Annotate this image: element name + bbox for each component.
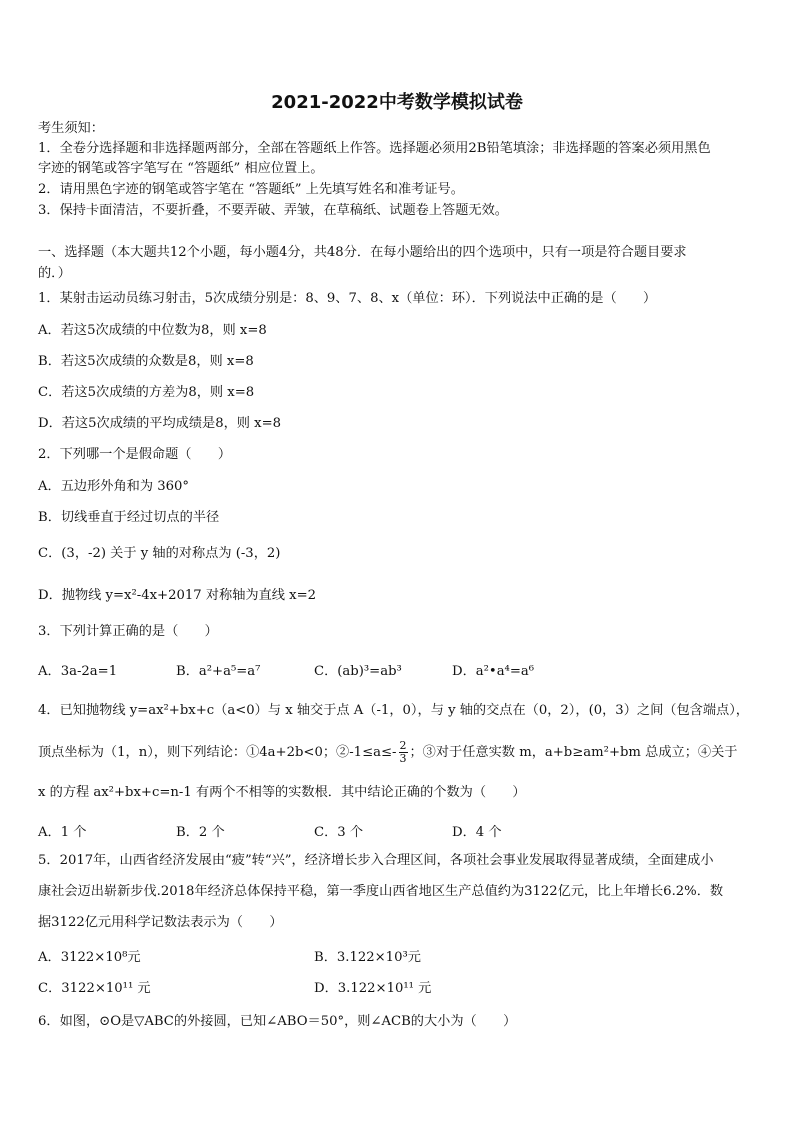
- question-4-option-d: D．4 个: [452, 825, 502, 840]
- question-5-option-c: C．3122×10¹¹ 元: [38, 981, 151, 996]
- question-2-option-a: A．五边形外角和为 360°: [38, 479, 189, 494]
- section-heading-line-2: 的．）: [38, 266, 71, 281]
- fraction-numerator: 2: [399, 739, 407, 752]
- question-1-option-b: B．若这5次成绩的众数是8，则 x=8: [38, 354, 254, 369]
- question-2-option-b: B．切线垂直于经过切点的半径: [38, 510, 220, 525]
- question-5-line-2: 康社会迈出崭新步伐.2018年经济总体保持平稳，第一季度山西省地区生产总值约为3122亿元，比上年增长6.2%．数: [38, 884, 724, 899]
- question-2-option-d: D．抛物线 y=x²-4x+2017 对称轴为直线 x=2: [38, 588, 317, 603]
- question-4-option-c: C．3 个: [314, 825, 364, 840]
- notice-item-1a: 1．全卷分选择题和非选择题两部分，全部在答题纸上作答。选择题必须用2B铅笔填涂；非选择题的答案必须用黑色: [38, 141, 711, 156]
- question-3-option-b: B．a²+a⁵=a⁷: [176, 664, 261, 679]
- question-1-stem: 1．某射击运动员练习射击，5次成绩分别是：8、9、7、8、x（单位：环）．下列说法中正确的是（ ）: [38, 291, 657, 306]
- question-4-line-1: 4．已知抛物线 y=ax²+bx+c（a<0）与 x 轴交于点 A（-1，0），与 y 轴的交点在（0，2），(0，3）之间（包含端点），: [38, 703, 749, 718]
- fraction-two-thirds: [399, 740, 408, 765]
- question-2-stem: 2．下列哪一个是假命题（ ）: [38, 447, 232, 462]
- question-4-option-a: A．1 个: [38, 825, 87, 840]
- question-5-line-1: 5．2017年，山西省经济发展由“疲”转“兴”，经济增长步入合理区间，各项社会事业发展取得显著成绩，全面建成小: [38, 853, 714, 868]
- question-3-option-d: D．a²•a⁴=a⁶: [452, 664, 535, 679]
- notice-item-3: 3．保持卡面清洁，不要折叠，不要弄破、弄皱，在草稿纸、试题卷上答题无效。: [38, 203, 508, 218]
- question-3-stem: 3．下列计算正确的是（ ）: [38, 624, 218, 639]
- question-5-option-b: B．3.122×10³元: [314, 950, 421, 965]
- fraction-denominator: 3: [399, 752, 407, 765]
- question-5-option-a: A．3122×10⁸元: [38, 950, 141, 965]
- question-1-option-d: D．若这5次成绩的平均成绩是8，则 x=8: [38, 416, 282, 431]
- page-title: 2021-2022中考数学模拟试卷: [271, 92, 523, 113]
- question-6-stem: 6．如图，⊙O是▽ABC的外接圆，已知∠ABO＝50°，则∠ACB的大小为（ ）: [38, 1014, 517, 1029]
- question-1-option-a: A．若这5次成绩的中位数为8，则 x=8: [38, 323, 267, 338]
- question-5-line-3: 据3122亿元用科学记数法表示为（ ）: [38, 915, 283, 930]
- question-1-option-c: C．若这5次成绩的方差为8，则 x=8: [38, 385, 255, 400]
- question-4-line-2-part-b: ；③对于任意实数 m，a+b≥am²+bm 总成立；④关于: [409, 745, 738, 760]
- notice-item-2: 2．请用黑色字迹的钢笔或答字笔在 “答题纸” 上先填写姓名和准考证号。: [38, 182, 464, 197]
- notice-heading: 考生须知：: [38, 121, 104, 136]
- question-2-option-c: C．(3，-2) 关于 y 轴的对称点为 (-3，2): [38, 546, 281, 561]
- section-heading-line-1: 一、选择题（本大题共12个小题，每小题4分，共48分．在每小题给出的四个选项中，只有一项是符合题目要求: [38, 245, 687, 260]
- question-5-option-d: D．3.122×10¹¹ 元: [314, 981, 432, 996]
- question-3-option-a: A．3a-2a=1: [38, 664, 118, 679]
- question-4-option-b: B．2 个: [176, 825, 225, 840]
- question-4-line-2-part-a: 顶点坐标为（1，n），则下列结论：①4a+2b<0；②-1≤a≤-: [38, 745, 397, 760]
- notice-item-1b: 字迹的钢笔或答字笔写在 “答题纸” 相应位置上。: [38, 161, 324, 176]
- question-3-option-c: C．(ab)³=ab³: [314, 664, 402, 679]
- question-4-line-3: x 的方程 ax²+bx+c=n-1 有两个不相等的实数根．其中结论正确的个数为（ ）: [38, 785, 526, 800]
- question-4-line-2: [38, 740, 758, 765]
